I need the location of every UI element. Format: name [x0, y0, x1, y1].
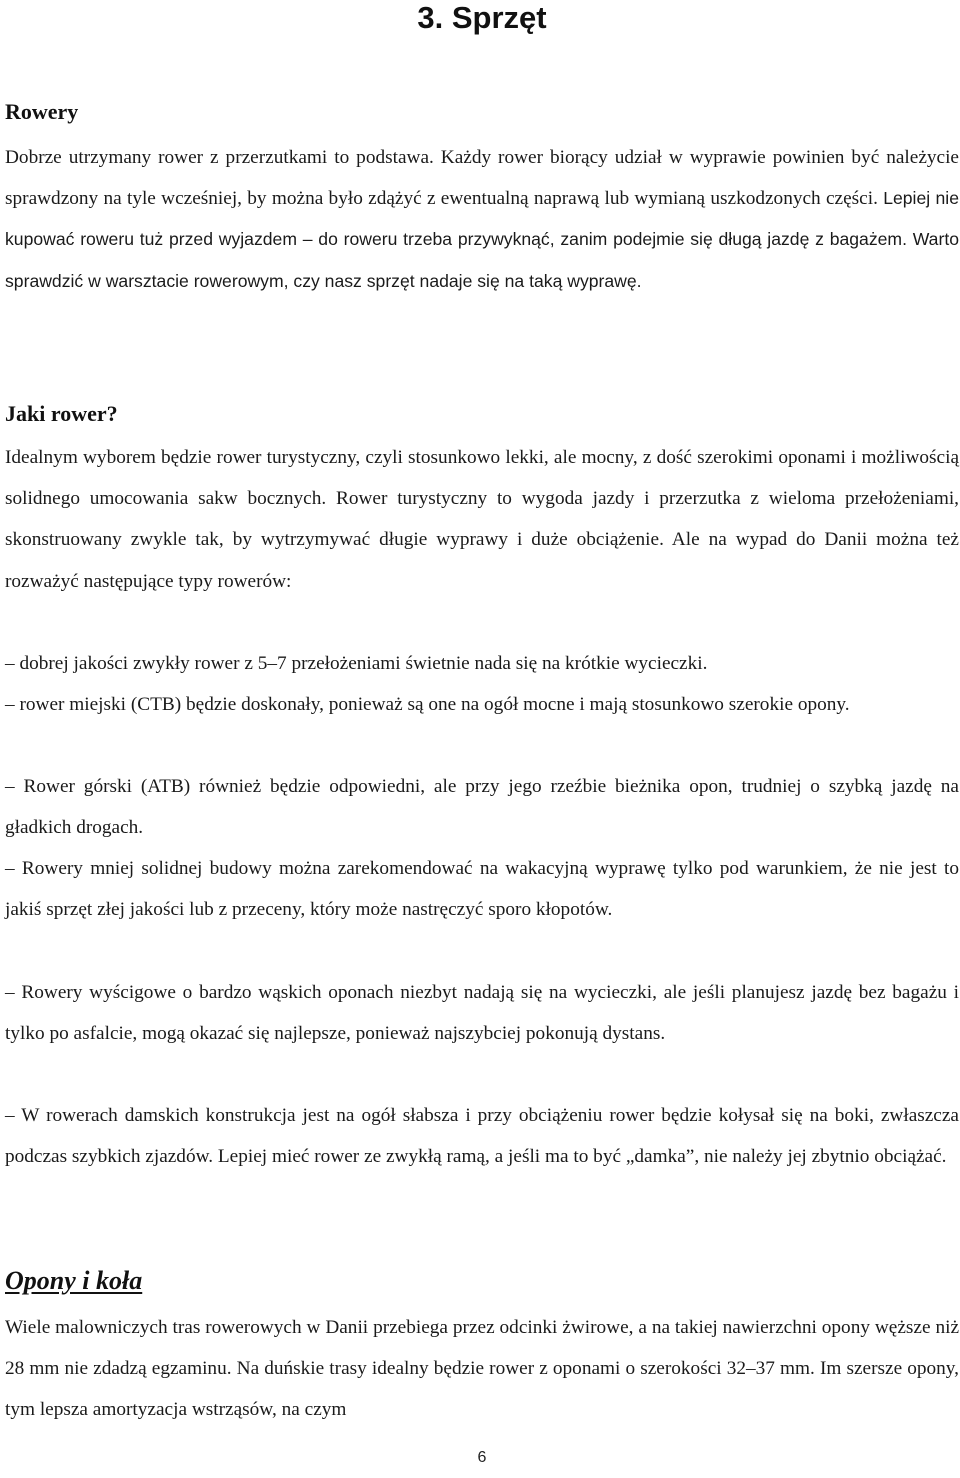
- paragraph-rowery-serif: Dobrze utrzymany rower z przerzutkami to podstawa. Każdy rower biorący udział w wyprawie powinien być należycie sprawdzony na tyle wcześniej, by można było zdążyć z ewentualną naprawą lub wymianą uszkodzonych części.: [5, 147, 959, 210]
- paragraph-jaki-rower-intro: Idealnym wyborem będzie rower turystyczny, czyli stosunkowo lekki, ale mocny, z dość szerokimi oponami i możliwością solidnego umocowania sakw bocznych. Rower turystyczny to wygoda jazdy i przerzutka z wieloma przełożeniami, skonstruowany zwykle tak, by wytrzymywać długie wyprawy i duże obciążenie. Ale na wypad do Danii można też rozważyć następujące typy rowerów:: [5, 447, 959, 592]
- page-number: 6: [477, 1449, 487, 1466]
- section-heading-opony: Opony i koła: [5, 1266, 143, 1295]
- list-item-rower-zwykly: – dobrej jakości zwykły rower z 5–7 przełożeniami świetnie nada się na krótkie wycieczki.: [5, 653, 708, 674]
- paragraph-rowery: [5, 137, 959, 302]
- list-item-rower-gorski: – Rower górski (ATB) również będzie odpowiedni, ale przy jego rzeźbie bieżnika opon, trudniej o szybką jazdę na gładkich drogach.: [5, 776, 959, 839]
- paragraph-rowery-sans: Lepiej nie kupować roweru tuż przed wyjazdem – do roweru trzeba przywyknąć, zanim podejmie się długą jazdę z bagażem. Warto sprawdzić w warsztacie rowerowym, czy nasz sprzęt nadaje się na taką wyprawę.: [5, 188, 959, 291]
- section-heading-rowery: Rowery: [5, 99, 79, 124]
- list-item-rowery-mniej-solidne: – Rowery mniej solidnej budowy można zarekomendować na wakacyjną wyprawę tylko pod warunkiem, że nie jest to jakiś sprzęt złej jakości lub z przeceny, który może nastręczyć sporo kłopotów.: [5, 858, 959, 921]
- list-item-rower-miejski: – rower miejski (CTB) będzie doskonały, ponieważ są one na ogół mocne i mają stosunkowo szerokie opony.: [5, 694, 850, 715]
- paragraph-opony: Wiele malowniczych tras rowerowych w Danii przebiega przez odcinki żwirowe, a na takiej nawierzchni opony węższe niż 28 mm nie zdadzą egzaminu. Na duńskie trasy idealny będzie rower z oponami o szerokości 32–37 mm. Im szersze opony, tym lepsza amortyzacja wstrząsów, na czym: [5, 1317, 959, 1421]
- list-item-rowery-damskie: – W rowerach damskich konstrukcja jest na ogół słabsza i przy obciążeniu rower będzie kołysał się na boki, zwłaszcza podczas szybkich zjazdów. Lepiej mieć rower ze zwykłą ramą, a jeśli ma to być „damka”, nie należy jej zbytnio obciążać.: [5, 1105, 959, 1168]
- list-item-rowery-wyscigowe: – Rowery wyścigowe o bardzo wąskich oponach niezbyt nadają się na wycieczki, ale jeśli planujesz jazdę bez bagażu i tylko po asfalcie, mogą okazać się najlepsze, ponieważ najszybciej pokonują dystans.: [5, 982, 959, 1045]
- chapter-title: 3. Sprzęt: [417, 0, 547, 35]
- section-heading-jaki-rower: Jaki rower?: [5, 401, 118, 426]
